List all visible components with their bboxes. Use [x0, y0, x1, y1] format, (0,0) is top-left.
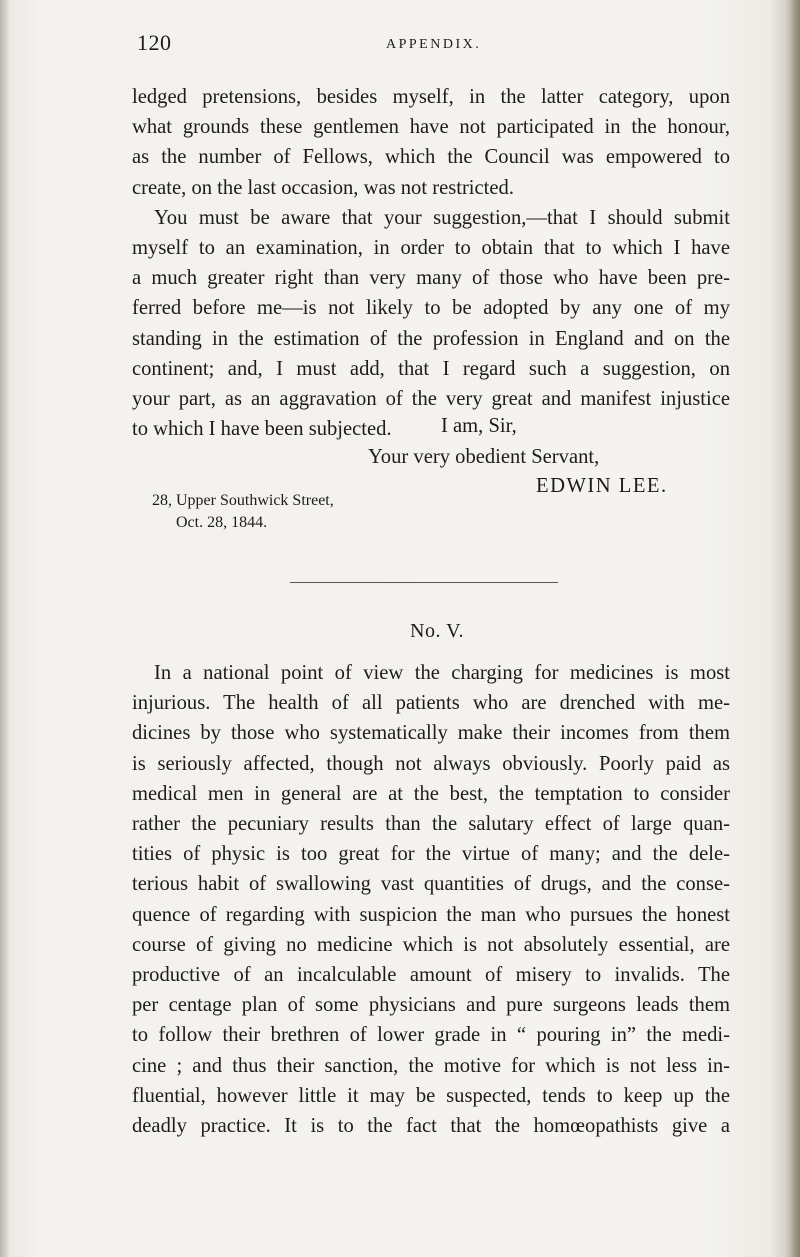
- page-gutter-shadow: [0, 0, 10, 1257]
- letter-closing: Your very obedient Servant,: [368, 446, 600, 468]
- text-line: your part, as an aggravation of the very great and manifest injustice: [132, 388, 730, 411]
- section-divider: [290, 582, 558, 583]
- text-line: quence of regarding with suspicion the man who pursues the honest: [132, 903, 730, 926]
- text-line: to follow their brethren of lower grade in “ pouring in” the medi-: [132, 1024, 730, 1047]
- running-head: APPENDIX.: [386, 37, 482, 52]
- letter-text: [132, 82, 730, 444]
- text-line: medical men in general are at the best, the temptation to consider: [132, 782, 730, 805]
- text-line: tities of physic is too great for the virtue of many; and the dele-: [132, 843, 730, 866]
- text-line: a much greater right than very many of those who have been pre-: [132, 267, 730, 290]
- text-line: as the number of Fellows, which the Council was empowered to: [132, 146, 730, 169]
- text-line: create, on the last occasion, was not restricted.: [132, 176, 514, 199]
- letter-address: 28, Upper Southwick Street,: [152, 492, 334, 509]
- section-title: No. V.: [410, 620, 464, 642]
- text-line: what grounds these gentlemen have not participated in the honour,: [132, 116, 730, 139]
- letter-signature: EDWIN LEE.: [536, 475, 668, 497]
- text-line: You must be aware that your suggestion,—that I should submit: [154, 206, 730, 229]
- text-line: fluential, however little it may be suspected, tends to keep up the: [132, 1084, 730, 1107]
- text-line: course of giving no medicine which is not absolutely essential, are: [132, 933, 730, 956]
- text-line: terious habit of swallowing vast quantities of drugs, and the conse-: [132, 873, 730, 896]
- letter-closing-salutation: I am, Sir,: [441, 415, 517, 437]
- text-line: standing in the estimation of the profession in England and on the: [132, 327, 730, 350]
- text-line: In a national point of view the charging for medicines is most: [154, 662, 730, 684]
- text-line: per centage plan of some physicians and pure surgeons leads them: [132, 994, 730, 1017]
- text-line: ferred before me—is not likely to be adopted by any one of my: [132, 297, 730, 320]
- text-line: dicines by those who systematically make their incomes from them: [132, 722, 730, 745]
- page-number: 120: [137, 30, 172, 55]
- text-line: deadly practice. It is to the fact that the homœopathists give a: [132, 1115, 730, 1138]
- text-line: ledged pretensions, besides myself, in the latter category, upon: [132, 86, 730, 108]
- text-line: cine ; and thus their sanction, the motive for which is not less in-: [132, 1054, 730, 1077]
- page-edge-shadow: [786, 0, 800, 1257]
- text-line: to which I have been subjected.: [132, 418, 392, 441]
- text-line: injurious. The health of all patients who are drenched with me-: [132, 692, 730, 715]
- section-text: [132, 658, 730, 1141]
- text-line: productive of an incalculable amount of misery to invalids. The: [132, 964, 730, 987]
- text-line: is seriously affected, though not always obviously. Poorly paid as: [132, 752, 730, 775]
- text-line: myself to an examination, in order to obtain that to which I have: [132, 237, 730, 260]
- text-line: continent; and, I must add, that I regard such a suggestion, on: [132, 357, 730, 380]
- text-line: rather the pecuniary results than the salutary effect of large quan-: [132, 813, 730, 836]
- letter-date: Oct. 28, 1844.: [176, 514, 268, 531]
